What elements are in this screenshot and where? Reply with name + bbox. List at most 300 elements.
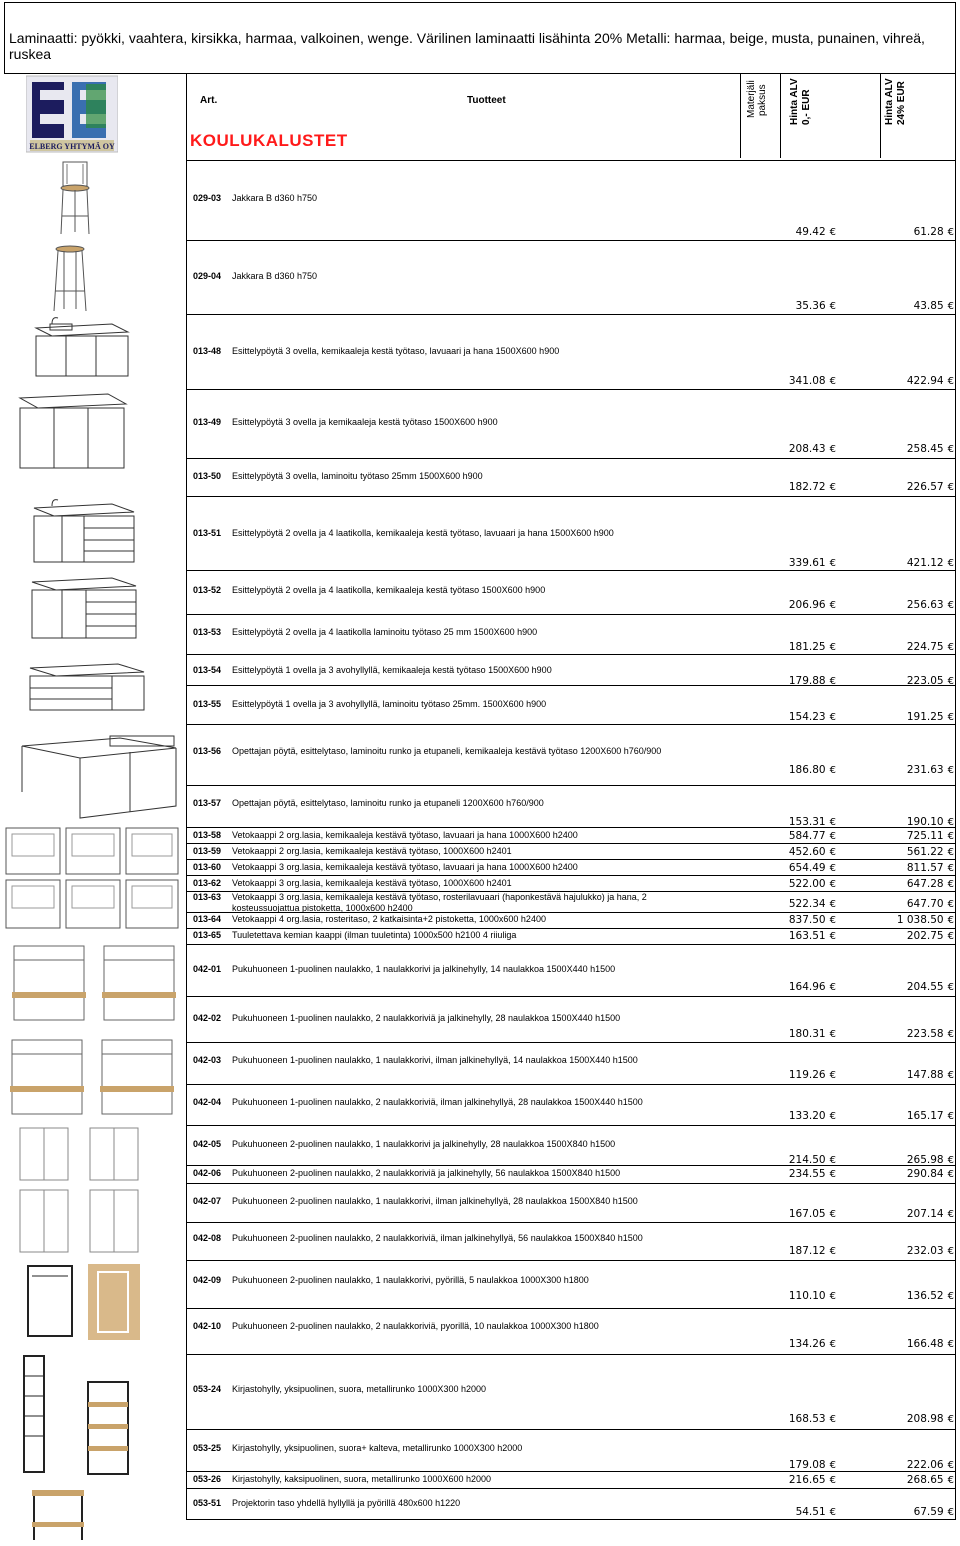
euro-symbol: € [947, 931, 954, 942]
price-value: 163.51 [788, 930, 826, 942]
euro-symbol: € [829, 915, 836, 926]
price-value: 837.50 [788, 914, 826, 926]
row-divider [186, 614, 956, 615]
price-value: 258.45 [906, 443, 944, 455]
euro-symbol: € [947, 1414, 954, 1425]
product-description: Pukuhuoneen 1-puolinen naulakko, 1 naulakkorivi, ilman jalkinehyllyä, 14 naulakkoa 1500X440 h1500 [232, 1055, 638, 1065]
product-description: Pukuhuoneen 2-puolinen naulakko, 1 naulakkorivi ja jalkinehylly, 28 naulakkoa 1500X840 h1500 [232, 1139, 616, 1149]
euro-symbol: € [947, 1460, 954, 1471]
price-value: 231.63 [906, 764, 944, 776]
row-divider [186, 996, 956, 997]
price-incl-vat [874, 1168, 954, 1180]
price-excl-vat [756, 226, 836, 238]
row-divider [186, 912, 956, 913]
header-paksus: paksus [757, 84, 768, 116]
price-value: 181.25 [788, 641, 826, 653]
euro-symbol: € [829, 1291, 836, 1302]
euro-symbol: € [829, 1507, 836, 1518]
price-value: 421.12 [906, 557, 944, 569]
euro-symbol: € [829, 1414, 836, 1425]
price-incl-vat [874, 914, 954, 926]
product-code: 042-06 [193, 1168, 222, 1178]
product-description: Pukuhuoneen 2-puolinen naulakko, 2 naulakkoriviä, pyorillä, 10 naulakkoa 1000X300 h1800 [232, 1321, 599, 1331]
price-incl-vat [874, 1413, 954, 1425]
price-value: 186.80 [788, 764, 826, 776]
product-description: Pukuhuoneen 2-puolinen naulakko, 1 naulakkorivi, ilman jalkinehyllyä, 28 naulakkoa 1500X840 h1500 [232, 1196, 638, 1206]
price-value: 204.55 [906, 981, 944, 993]
euro-symbol: € [947, 376, 954, 387]
company-logo [26, 74, 118, 154]
row-divider [186, 389, 956, 390]
product-description: Kirjastohylly, kaksipuolinen, suora, metallirunko 1000X600 h2000 [232, 1474, 491, 1484]
header-tuotteet: Tuotteet [467, 95, 506, 106]
euro-symbol: € [947, 899, 954, 910]
product-code: 053-51 [193, 1498, 222, 1508]
header-materiaali: Materjäli [746, 80, 757, 118]
price-excl-vat [756, 481, 836, 493]
euro-symbol: € [829, 1246, 836, 1257]
product-description: Kirjastohylly, yksipuolinen, suora+ kalteva, metallirunko 1000X300 h2000 [232, 1443, 523, 1453]
euro-symbol: € [947, 879, 954, 890]
price-value: 341.08 [788, 375, 826, 387]
row-divider [186, 724, 956, 725]
price-incl-vat [874, 1069, 954, 1081]
row-divider [186, 875, 956, 876]
euro-symbol: € [947, 301, 954, 312]
price-incl-vat [874, 375, 954, 387]
price-value: 154.23 [788, 711, 826, 723]
price-value: 234.55 [788, 1168, 826, 1180]
price-value: 43.85 [913, 300, 944, 312]
price-value: 166.48 [906, 1338, 944, 1350]
price-incl-vat [874, 481, 954, 493]
row-divider [186, 1125, 956, 1126]
price-excl-vat [756, 711, 836, 723]
euro-symbol: € [829, 1155, 836, 1166]
euro-symbol: € [947, 1111, 954, 1122]
euro-symbol: € [947, 444, 954, 455]
price-excl-vat [756, 557, 836, 569]
price-value: 1 038.50 [896, 914, 944, 926]
euro-symbol: € [947, 1246, 954, 1257]
price-value: 290.84 [906, 1168, 944, 1180]
product-code: 013-52 [193, 585, 222, 595]
product-code: 013-63 [193, 892, 222, 902]
row-divider [186, 944, 956, 945]
price-value: 268.65 [906, 1474, 944, 1486]
euro-symbol: € [947, 1029, 954, 1040]
product-description: Esittelypöytä 2 ovella ja 4 laatikolla laminoitu työtaso 25 mm 1500X600 h900 [232, 627, 538, 637]
product-code: 013-62 [193, 878, 222, 888]
header-art: Art. [200, 95, 218, 106]
price-value: 49.42 [795, 226, 826, 238]
product-code: 013-64 [193, 914, 222, 924]
euro-symbol: € [829, 1111, 836, 1122]
euro-symbol: € [947, 1339, 954, 1350]
euro-symbol: € [947, 558, 954, 569]
row-divider [186, 570, 956, 571]
row-divider [186, 496, 956, 497]
price-incl-vat [874, 878, 954, 890]
price-excl-vat [756, 846, 836, 858]
euro-symbol: € [829, 1029, 836, 1040]
price-excl-vat [756, 898, 836, 910]
price-incl-vat [874, 981, 954, 993]
price-value: 811.57 [906, 862, 944, 874]
price-incl-vat [874, 443, 954, 455]
euro-symbol: € [947, 915, 954, 926]
product-code: 013-60 [193, 862, 222, 872]
row-divider [186, 1429, 956, 1430]
price-incl-vat [874, 930, 954, 942]
euro-symbol: € [829, 1070, 836, 1081]
bar-stool-image [55, 160, 95, 236]
product-description: Vetokaappi 3 org.lasia, kemikaaleja kestävä työtaso, rosterilavuaari (haponkestävä hajulukko) ja hana, 2 kosteussuojattua pistoketta, 1000x600 h2400 [232, 892, 647, 913]
row-divider [186, 1260, 956, 1261]
product-description: Pukuhuoneen 1-puolinen naulakko, 2 naulakkoriviä, ilman jalkinehyllyä, 28 naulakkoa 1500X440 h1500 [232, 1097, 643, 1107]
projector-table-image [28, 1486, 88, 1542]
price-value: 202.75 [906, 930, 944, 942]
euro-symbol: € [829, 847, 836, 858]
price-value: 134.26 [788, 1338, 826, 1350]
price-incl-vat [874, 711, 954, 723]
product-code: 042-03 [193, 1055, 222, 1065]
product-description: Vetokaappi 3 org.lasia, kemikaaleja kestävä työtaso, lavuaari ja hana 1000X600 h2400 [232, 862, 578, 872]
price-incl-vat [874, 557, 954, 569]
euro-symbol: € [947, 831, 954, 842]
product-description: Esittelypöytä 3 ovella, kemikaaleja kestä työtaso, lavuaari ja hana 1500X600 h900 [232, 346, 560, 356]
euro-symbol: € [829, 558, 836, 569]
euro-symbol: € [829, 765, 836, 776]
row-divider [186, 928, 956, 929]
euro-symbol: € [829, 227, 836, 238]
price-value: 584.77 [788, 830, 826, 842]
euro-symbol: € [829, 301, 836, 312]
euro-symbol: € [829, 982, 836, 993]
price-excl-vat [756, 300, 836, 312]
price-excl-vat [756, 1168, 836, 1180]
euro-symbol: € [829, 1339, 836, 1350]
price-value: 522.34 [788, 898, 826, 910]
product-description: Vetokaappi 4 org.lasia, rosteritaso, 2 katkaisinta+2 pistoketta, 1000x600 h2400 [232, 914, 546, 924]
euro-symbol: € [829, 879, 836, 890]
price-value: 725.11 [906, 830, 944, 842]
price-value: 207.14 [906, 1208, 944, 1220]
price-value: 147.88 [906, 1069, 944, 1081]
price-incl-vat [874, 898, 954, 910]
logo-text: ELBERG YHTYMÄ OY [29, 142, 115, 151]
header-hinta0-a: Hinta ALV [789, 78, 800, 125]
price-excl-vat [756, 1208, 836, 1220]
price-value: 223.05 [906, 675, 944, 687]
product-code: 013-56 [193, 746, 222, 756]
price-value: 647.70 [906, 898, 944, 910]
price-excl-vat [756, 981, 836, 993]
row-divider [186, 1488, 956, 1489]
cabinet-sink-image [32, 314, 132, 380]
price-value: 61.28 [913, 226, 944, 238]
price-list-banner: Laminaatti: pyökki, vaahtera, kirsikka, harmaa, valkoinen, wenge. Värilinen laminaatti lisähinta 20% Metalli: harmaa, beige, musta, punainen, vihreä, ruskea [4, 2, 956, 74]
euro-symbol: € [829, 444, 836, 455]
product-description: Jakkara B d360 h750 [232, 271, 318, 281]
price-value: 265.98 [906, 1154, 944, 1166]
price-incl-vat [874, 1506, 954, 1518]
product-code: 013-54 [193, 665, 222, 675]
mobile-rack-images [22, 1262, 144, 1342]
product-description: Pukuhuoneen 2-puolinen naulakko, 2 naulakkoriviä ja jalkinehylly, 56 naulakkoa 1500X840 h1500 [232, 1168, 621, 1178]
euro-symbol: € [829, 1209, 836, 1220]
row-divider [186, 827, 956, 828]
header-hinta24-a: Hinta ALV [884, 78, 895, 125]
cloakroom-bench-images [8, 942, 178, 1122]
product-code: 053-25 [193, 1443, 222, 1453]
price-value: 187.12 [788, 1245, 826, 1257]
euro-symbol: € [947, 600, 954, 611]
price-excl-vat [756, 1069, 836, 1081]
price-incl-vat [874, 764, 954, 776]
euro-symbol: € [829, 1460, 836, 1471]
price-excl-vat [756, 878, 836, 890]
euro-symbol: € [947, 1169, 954, 1180]
price-value: 179.88 [788, 675, 826, 687]
product-description: Pukuhuoneen 2-puolinen naulakko, 1 naulakkorivi, pyörillä, 5 naulakkoa 1000X300 h1800 [232, 1275, 589, 1285]
row-divider [186, 1471, 956, 1472]
price-value: 153.31 [788, 816, 826, 828]
euro-symbol: € [947, 982, 954, 993]
price-value: 522.00 [788, 878, 826, 890]
price-incl-vat [874, 599, 954, 611]
header-hinta0-b: 0,- EUR [801, 89, 812, 125]
price-value: 561.22 [906, 846, 944, 858]
euro-symbol: € [947, 1155, 954, 1166]
euro-symbol: € [829, 931, 836, 942]
product-description: Jakkara B d360 h750 [232, 193, 318, 203]
euro-symbol: € [829, 482, 836, 493]
price-value: 136.52 [906, 1290, 944, 1302]
price-incl-vat [874, 1245, 954, 1257]
price-value: 422.94 [906, 375, 944, 387]
product-description: Vetokaappi 2 org.lasia, kemikaaleja kestävä työtaso, lavuaari ja hana 1000X600 h2400 [232, 830, 578, 840]
price-value: 208.98 [906, 1413, 944, 1425]
price-incl-vat [874, 1459, 954, 1471]
row-divider [186, 240, 956, 241]
euro-symbol: € [829, 712, 836, 723]
price-incl-vat [874, 1110, 954, 1122]
product-code: 042-04 [193, 1097, 222, 1107]
euro-symbol: € [947, 1475, 954, 1486]
fume-cupboard-images [4, 826, 180, 932]
price-excl-vat [756, 443, 836, 455]
header-hinta24-b: 24% EUR [896, 81, 907, 125]
price-value: 179.08 [788, 1459, 826, 1471]
product-code: 053-26 [193, 1474, 222, 1484]
price-value: 647.28 [906, 878, 944, 890]
row-divider [186, 843, 956, 844]
price-incl-vat [874, 862, 954, 874]
price-value: 654.49 [788, 862, 826, 874]
euro-symbol: € [829, 899, 836, 910]
library-shelf-images [20, 1352, 132, 1476]
price-value: 167.05 [788, 1208, 826, 1220]
teacher-desk-image [20, 732, 180, 822]
product-description: Opettajan pöytä, esittelytaso, laminoitu runko ja etupaneli, kemikaaleja kestävä työtaso 1200X600 h760/900 [232, 746, 662, 756]
price-excl-vat [756, 1245, 836, 1257]
cabinet-drawers-image [30, 576, 138, 642]
product-code: 013-65 [193, 930, 222, 940]
price-value: 168.53 [788, 1413, 826, 1425]
price-incl-vat [874, 830, 954, 842]
price-incl-vat [874, 641, 954, 653]
product-description: Esittelypöytä 1 ovella ja 3 avohyllyllä, kemikaaleja kestä työtaso 1500X600 h900 [232, 665, 552, 675]
row-divider [186, 1165, 956, 1166]
price-value: 190.10 [906, 816, 944, 828]
price-value: 224.75 [906, 641, 944, 653]
price-value: 223.58 [906, 1028, 944, 1040]
product-code: 029-03 [193, 193, 222, 203]
row-divider [186, 1308, 956, 1309]
row-divider [186, 785, 956, 786]
price-value: 191.25 [906, 711, 944, 723]
row-divider [186, 1084, 956, 1085]
euro-symbol: € [829, 1169, 836, 1180]
euro-symbol: € [829, 600, 836, 611]
row-divider [186, 458, 956, 459]
price-excl-vat [756, 375, 836, 387]
euro-symbol: € [829, 376, 836, 387]
price-value: 214.50 [788, 1154, 826, 1166]
product-code: 042-05 [193, 1139, 222, 1149]
product-description: Projektorin taso yhdellä hyllyllä ja pyörillä 480x600 h1220 [232, 1498, 461, 1508]
product-description: Esittelypöytä 1 ovella ja 3 avohyllyllä, laminoitu työtaso 25mm. 1500X600 h900 [232, 699, 547, 709]
price-value: 133.20 [788, 1110, 826, 1122]
price-incl-vat [874, 1338, 954, 1350]
price-excl-vat [756, 1474, 836, 1486]
price-value: 110.10 [788, 1290, 826, 1302]
price-excl-vat [756, 1338, 836, 1350]
price-value: 164.96 [788, 981, 826, 993]
euro-symbol: € [947, 1507, 954, 1518]
product-description: Kirjastohylly, yksipuolinen, suora, metallirunko 1000X300 h2000 [232, 1384, 486, 1394]
product-description: Tuuletettava kemian kaappi (ilman tuuletinta) 1000x500 h2100 4 riiuliga [232, 930, 517, 940]
price-value: 232.03 [906, 1245, 944, 1257]
price-value: 216.65 [788, 1474, 826, 1486]
euro-symbol: € [947, 1070, 954, 1081]
euro-symbol: € [829, 676, 836, 687]
euro-symbol: € [947, 863, 954, 874]
product-code: 042-09 [193, 1275, 222, 1285]
price-incl-vat [874, 226, 954, 238]
euro-symbol: € [947, 817, 954, 828]
product-description: Esittelypöytä 2 ovella ja 4 laatikolla, kemikaaleja kestä työtaso 1500X600 h900 [232, 585, 546, 595]
price-value: 222.06 [906, 1459, 944, 1471]
price-incl-vat [874, 1290, 954, 1302]
price-incl-vat [874, 300, 954, 312]
product-description: Pukuhuoneen 1-puolinen naulakko, 2 naulakkoriviä ja jalkinehylly, 28 naulakkoa 1500X440 h1500 [232, 1013, 621, 1023]
double-cloakroom-images [14, 1124, 144, 1258]
price-value: 206.96 [788, 599, 826, 611]
product-code: 013-50 [193, 471, 222, 481]
price-excl-vat [756, 862, 836, 874]
product-description: Pukuhuoneen 1-puolinen naulakko, 1 naulakkorivi ja jalkinehylly, 14 naulakkoa 1500X440 h1500 [232, 964, 616, 974]
row-divider [186, 314, 956, 315]
euro-symbol: € [947, 676, 954, 687]
euro-symbol: € [829, 863, 836, 874]
price-excl-vat [756, 764, 836, 776]
product-code: 013-49 [193, 417, 222, 427]
price-value: 119.26 [788, 1069, 826, 1081]
price-incl-vat [874, 1028, 954, 1040]
product-code: 042-07 [193, 1196, 222, 1206]
euro-symbol: € [947, 642, 954, 653]
product-description: Opettajan pöytä, esittelytaso, laminoitu runko ja etupaneli 1200X600 h760/900 [232, 798, 544, 808]
product-code: 042-08 [193, 1233, 222, 1243]
row-divider [186, 1183, 956, 1184]
price-value: 256.63 [906, 599, 944, 611]
price-excl-vat [756, 641, 836, 653]
product-code: 042-10 [193, 1321, 222, 1331]
euro-symbol: € [829, 642, 836, 653]
euro-symbol: € [947, 1291, 954, 1302]
price-excl-vat [756, 1290, 836, 1302]
euro-symbol: € [947, 227, 954, 238]
row-divider [186, 1222, 956, 1223]
price-excl-vat [756, 914, 836, 926]
price-excl-vat [756, 1028, 836, 1040]
price-value: 67.59 [913, 1506, 944, 1518]
price-value: 208.43 [788, 443, 826, 455]
row-divider [186, 160, 956, 161]
price-excl-vat [756, 599, 836, 611]
price-incl-vat [874, 1208, 954, 1220]
cabinet-shelves-image [28, 662, 148, 714]
product-description: Esittelypöytä 3 ovella, laminoitu työtaso 25mm 1500X600 h900 [232, 471, 483, 481]
product-description: Vetokaappi 2 org.lasia, kemikaaleja kestävä työtaso, 1000X600 h2401 [232, 846, 512, 856]
price-value: 165.17 [906, 1110, 944, 1122]
section-title: KOULUKALUSTET [190, 131, 348, 150]
price-incl-vat [874, 1474, 954, 1486]
product-code: 042-02 [193, 1013, 222, 1023]
price-value: 452.60 [788, 846, 826, 858]
euro-symbol: € [947, 1209, 954, 1220]
price-excl-vat [756, 1110, 836, 1122]
price-excl-vat [756, 930, 836, 942]
stool-image [50, 243, 90, 313]
euro-symbol: € [947, 482, 954, 493]
euro-symbol: € [829, 831, 836, 842]
price-value: 54.51 [795, 1506, 826, 1518]
product-code: 042-01 [193, 964, 222, 974]
euro-symbol: € [947, 712, 954, 723]
product-description: Vetokaappi 3 org.lasia, kemikaaleja kestävä työtaso, 1000X600 h2401 [232, 878, 512, 888]
product-code: 013-53 [193, 627, 222, 637]
row-divider [186, 859, 956, 860]
row-divider [186, 1354, 956, 1355]
price-incl-vat [874, 846, 954, 858]
price-excl-vat [756, 830, 836, 842]
price-value: 182.72 [788, 481, 826, 493]
euro-symbol: € [947, 765, 954, 776]
euro-symbol: € [829, 817, 836, 828]
price-value: 35.36 [795, 300, 826, 312]
product-code: 013-55 [193, 699, 222, 709]
row-divider [186, 654, 956, 655]
price-value: 180.31 [788, 1028, 826, 1040]
product-description: Esittelypöytä 3 ovella ja kemikaaleja kestä työtaso 1500X600 h900 [232, 417, 498, 427]
product-description: Esittelypöytä 2 ovella ja 4 laatikolla, kemikaaleja kestä työtaso, lavuaari ja hana 1500X600 h900 [232, 528, 614, 538]
price-excl-vat [756, 1506, 836, 1518]
product-description: Pukuhuoneen 2-puolinen naulakko, 2 naulakkoriviä, ilman jalkinehyllyä, 56 naulakkoa 1500X840 h1500 [232, 1233, 643, 1243]
product-code: 053-24 [193, 1384, 222, 1394]
